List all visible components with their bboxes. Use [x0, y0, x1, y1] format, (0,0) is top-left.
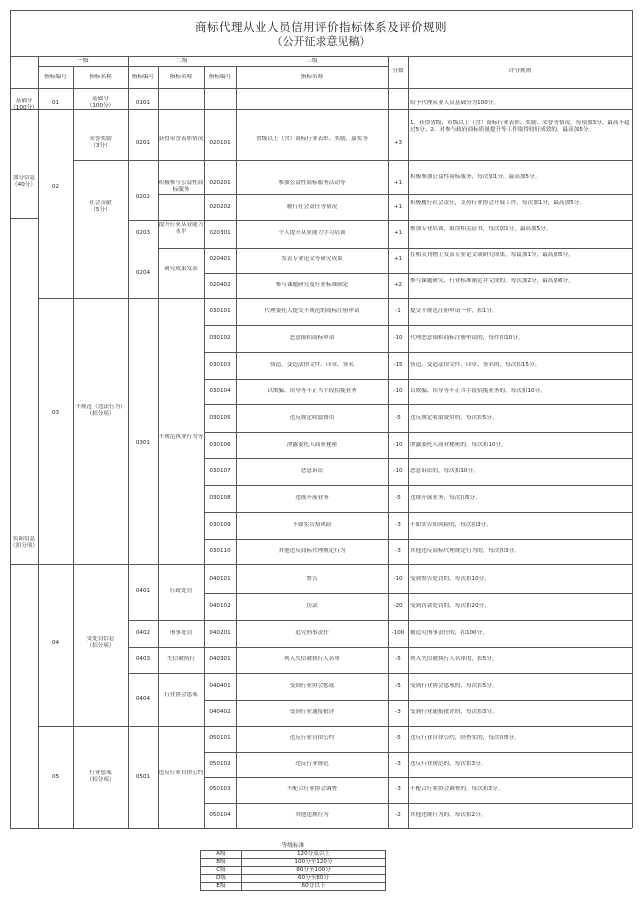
score-030108: -5 — [395, 495, 401, 501]
row-line-social — [128, 220, 632, 221]
rule-020201: 积极参加公益性商标服务，每次加1分，最高加5分。 — [410, 174, 541, 180]
name2-0201: 获得荣誉表彰情况 — [158, 136, 204, 142]
name3-030102: 恶意囤积商标申请 — [289, 335, 335, 341]
rule-020301: 参加专业培训，取得相关证书，每次加1分，最高加5分。 — [410, 226, 552, 232]
code3-040201: 040201 — [209, 630, 231, 636]
row-line-sec03-end — [10, 564, 632, 565]
name3-040401: 受到行业协会惩戒 — [289, 683, 335, 689]
title-bottom-border — [10, 56, 632, 57]
row-line-030106 — [204, 458, 632, 459]
col-line-group — [38, 56, 39, 828]
rule-040201: 被追究刑事责任的，扣100分。 — [410, 630, 488, 636]
code2-0202: 0202 — [135, 194, 151, 200]
rule-030101: 提交不规范注册申请一件，扣1分。 — [410, 308, 498, 314]
document-title: 商标代理从业人员信用评价指标体系及评价规则 — [195, 20, 447, 34]
code3-030105: 030105 — [209, 415, 231, 421]
score-030105: -5 — [395, 415, 401, 421]
row-line-sec02-end — [38, 298, 632, 299]
name3-020101: 省级以上（含）商标行业表彰、奖励、嘉奖等 — [256, 136, 368, 142]
score-050102: -3 — [395, 761, 401, 767]
header-level2: 二级 — [176, 58, 188, 64]
row-line-030105 — [204, 432, 632, 433]
score-040402: -3 — [395, 709, 401, 715]
header-l3-name: 指标名称 — [300, 74, 324, 80]
name3-050102: 违反行业规范 — [295, 761, 329, 767]
row-line-040401 — [204, 700, 632, 701]
code3-030103: 030103 — [209, 362, 231, 368]
code1-05: 05 — [51, 774, 60, 780]
rule-030102: 代理恶意囤积商标注册申请的，每件扣10分。 — [410, 335, 524, 341]
code3-040301: 040301 — [209, 656, 231, 662]
header-l1-code: 指标编号 — [44, 74, 67, 80]
name2-0401: 行政处罚 — [169, 588, 193, 594]
name1-05: 行业惩戒 （扣分项） — [86, 770, 115, 784]
code3-020202: 020202 — [209, 204, 231, 210]
group-negative: 负面信息 （扣分项） — [10, 536, 38, 550]
code2-0203: 0203 — [135, 230, 151, 236]
name2-0204: 研究成果发表 — [164, 266, 198, 272]
rule-030110: 其他违反商标代理规定行为的，每次扣3分。 — [410, 548, 520, 554]
code3-040102: 040102 — [209, 603, 231, 609]
score-050104: -2 — [395, 812, 401, 818]
code2-0401: 0401 — [135, 588, 151, 594]
header-bottom-border — [10, 88, 632, 89]
code3-030109: 030109 — [209, 522, 231, 528]
row-line-030102 — [204, 352, 632, 353]
name3-040101: 警告 — [306, 576, 318, 582]
name2-0402: 刑事处罚 — [169, 630, 193, 636]
code3-040101: 040101 — [209, 576, 231, 582]
rule-040301: 列入失信被执行人名单的，扣5分。 — [410, 656, 498, 662]
row-line-030104 — [204, 404, 632, 405]
code2-0403: 0403 — [135, 656, 151, 662]
code3-030107: 030107 — [209, 468, 231, 474]
rule-050104: 其他违规行为的，每次扣2分。 — [410, 812, 487, 818]
rule-050102: 违反行业规范的，每次扣3分。 — [410, 761, 487, 767]
row-line-crime — [128, 647, 632, 648]
code2-0402: 0402 — [135, 630, 151, 636]
name3-040102: 罚款 — [306, 603, 318, 609]
code3-050101: 050101 — [209, 735, 231, 741]
name3-030108: 违规开展业务 — [295, 495, 329, 501]
score-020101: +3 — [393, 140, 403, 146]
name3-030109: 不如实告知风险 — [292, 522, 332, 528]
rule-030108: 违规开展业务，每次扣5分。 — [410, 495, 481, 501]
col-line-l3code — [236, 66, 237, 828]
rule-030105: 违反规定收取费用的，每次扣5分。 — [410, 415, 498, 421]
score-030106: -10 — [393, 442, 403, 448]
row-line-honor — [73, 160, 632, 161]
document-subtitle: （公开征求意见稿） — [271, 35, 371, 48]
name2-0404: 行业协会惩戒 — [164, 692, 198, 698]
code3-020201: 020201 — [209, 180, 231, 186]
row-line-020301 — [158, 248, 632, 249]
score-040102: -20 — [393, 603, 403, 609]
name3-050101: 违反行业自律公约 — [289, 735, 335, 741]
row-line-030103 — [204, 379, 632, 380]
name2-0501: 违反行业自律公约 — [158, 770, 204, 776]
code3-040402: 040402 — [209, 709, 231, 715]
name1-social: 社会贡献 （5分） — [89, 200, 112, 214]
code3-050103: 050103 — [209, 786, 231, 792]
name3-020202: 履行社会责任等情况 — [286, 204, 338, 210]
score-020401: +1 — [393, 256, 403, 262]
name1-01: 基础分 （100分） — [86, 96, 115, 110]
row-line-sec04-end — [38, 726, 632, 727]
row-line-020401 — [204, 273, 632, 274]
code1-02: 02 — [51, 184, 60, 190]
table-top-border — [10, 10, 632, 11]
score-030107: -10 — [393, 468, 403, 474]
rule-040402: 受到行业通报批评的，每次扣3分。 — [410, 709, 498, 715]
code1-01: 01 — [51, 100, 60, 106]
score-030101: -1 — [395, 308, 401, 314]
code3-050104: 050104 — [209, 812, 231, 818]
code2-0404: 0404 — [135, 696, 151, 702]
row-line-030108 — [204, 512, 632, 513]
name3-020301: 个人提升从业能力学习培训 — [278, 230, 346, 236]
name3-040201: 追究刑事责任 — [295, 630, 329, 636]
legend-range: 60分至80分 — [242, 875, 386, 883]
legend-grade: E级 — [201, 883, 242, 891]
rule-040102: 受到罚款处罚的，每次扣20分。 — [410, 603, 490, 609]
score-030104: -10 — [393, 388, 403, 394]
score-040401: -5 — [395, 683, 401, 689]
header-level1: 一级 — [77, 58, 89, 64]
row-line-050101 — [204, 752, 632, 753]
score-040101: -10 — [393, 576, 403, 582]
row-line-050103 — [204, 803, 632, 804]
score-050103: -3 — [395, 786, 401, 792]
table-left-border — [10, 10, 11, 828]
code3-030108: 030108 — [209, 495, 231, 501]
legend-row — [201, 883, 386, 891]
name3-050103: 不配合行业协会调查 — [286, 786, 338, 792]
header-split-line — [38, 66, 388, 67]
header-level3: 三级 — [306, 58, 318, 64]
legend-range: 100分至120分 — [242, 859, 386, 867]
row-line-030101 — [204, 325, 632, 326]
legend-range: 60分以下 — [242, 883, 386, 891]
rule-020402: 参与课题研究、行业标准制定并完成的，每次加2分，最高加6分。 — [410, 278, 574, 284]
rule-050103: 不配合行业协会调查的，每次扣3分。 — [410, 786, 504, 792]
name2-0202: 积极参与公益性商标服务 — [158, 180, 204, 194]
code3-030106: 030106 — [209, 442, 231, 448]
name3-020201: 参加公益性商标服务活动等 — [278, 180, 346, 186]
code3-020402: 020402 — [209, 282, 231, 288]
header-l3-code: 指标编号 — [208, 74, 232, 80]
row-line-group-positive — [10, 218, 38, 219]
score-030102: -10 — [393, 335, 403, 341]
group-basic: 基础分 （100分） — [10, 98, 38, 112]
name3-030104: 以欺骗、误导等不正当手段招揽业务 — [267, 388, 357, 394]
code2-0501: 0501 — [135, 774, 151, 780]
score-040201: -100 — [391, 630, 405, 636]
group-positive: 加分信息 （40分） — [12, 175, 36, 189]
rule-030109: 不如实告知风险的，每次扣3分。 — [410, 522, 492, 528]
code2-0101: 0101 — [135, 100, 151, 106]
header-l2-code: 指标编号 — [131, 74, 155, 80]
score-030110: -3 — [395, 548, 401, 554]
legend-row — [201, 851, 386, 859]
name1-03: 不规范（违法行为） （扣分项） — [75, 404, 126, 418]
name1-honor: 荣誉奖励 （3分） — [89, 136, 112, 150]
code3-050102: 050102 — [209, 761, 231, 767]
score-040301: -5 — [395, 656, 401, 662]
legend-row — [201, 859, 386, 867]
legend-grade: B级 — [201, 859, 242, 867]
legend-table — [200, 850, 386, 891]
name3-030101: 代理委托人提交不规范的商标注册申请 — [264, 308, 360, 314]
name3-020401: 发表专业论文等研究成果 — [281, 256, 343, 262]
rule-030104: 以欺骗、误导等不正当手段招揽业务的，每次扣10分。 — [410, 388, 546, 394]
code1-03: 03 — [51, 410, 60, 416]
row-line-020201 — [158, 194, 632, 195]
name3-030103: 伪造、变造法律文件、印章、签名 — [270, 362, 354, 368]
name2-0403: 失信被执行 — [167, 656, 195, 662]
name3-020402: 参与课题研究及行业标准制定 — [275, 282, 349, 288]
row-line-050102 — [204, 777, 632, 778]
code3-030104: 030104 — [209, 388, 231, 394]
score-030109: -3 — [395, 522, 401, 528]
rule-030107: 恶意诉讼的，每次扣10分。 — [410, 468, 479, 474]
score-030103: -15 — [393, 362, 403, 368]
legend-row — [201, 867, 386, 875]
col-line-score — [408, 56, 409, 828]
header-l2-name: 指标名称 — [169, 74, 193, 80]
row-line-040101 — [204, 593, 632, 594]
legend-range: 120分及以上 — [242, 851, 386, 859]
code1-04: 04 — [51, 640, 60, 646]
row-line-pen — [128, 620, 632, 621]
name2-0301: 不规范执业行为等 — [158, 434, 204, 440]
score-020201: +1 — [393, 180, 403, 186]
name3-050104: 其他违规行为 — [295, 812, 329, 818]
legend-grade: C级 — [201, 867, 242, 875]
rule-040101: 受到警告处罚的，每次扣10分。 — [410, 576, 490, 582]
name3-040402: 受到行业通报批评 — [289, 709, 335, 715]
code3-030102: 030102 — [209, 335, 231, 341]
score-050101: -5 — [395, 735, 401, 741]
row-line-exec — [128, 673, 632, 674]
header-l1-name: 指标名称 — [89, 74, 112, 80]
name1-04: 受处罚信息 （扣分项） — [86, 636, 115, 650]
code3-020101: 020101 — [209, 140, 231, 146]
legend-range: 80分至100分 — [242, 867, 386, 875]
table-bottom-border — [10, 828, 632, 829]
score-020402: +2 — [393, 282, 403, 288]
name2-0203: 提升行业从业能力水平 — [158, 222, 204, 236]
code2-0204: 0204 — [135, 270, 151, 276]
score-020301: +1 — [393, 230, 403, 236]
name3-030106: 泄露委托人商业秘密 — [286, 442, 338, 448]
rule-040401: 受到行业协会惩戒的，每次扣5分。 — [410, 683, 498, 689]
rule-020401: 在相关刊物上发表专业论文或研究成果，每篇加1分，最高加5分。 — [410, 252, 574, 258]
legend-row — [201, 875, 386, 883]
name3-030110: 其他违反商标代理规定行为 — [278, 548, 346, 554]
name3-030105: 违反规定收取费用 — [289, 415, 335, 421]
rule-020101: 1．获得省级、市级以上（含）商标行业表彰、奖励、荣誉等情况，每项加3分，最高不超过5分；2．对参与政府商标质量提升等工作取得较好成效的，最高加5分。 — [410, 120, 630, 134]
rule-0101: 给予代理从业人员基础分为100分。 — [410, 100, 499, 106]
score-020202: +1 — [393, 204, 403, 210]
legend-title: 等级标准 — [281, 843, 305, 849]
rule-030103: 伪造、变造法律文件、印章、签名的，每次扣15分。 — [410, 362, 541, 368]
name3-030107: 恶意诉讼 — [300, 468, 324, 474]
code3-040401: 040401 — [209, 683, 231, 689]
col-line-l1code — [73, 66, 74, 828]
row-line-030107 — [204, 485, 632, 486]
table-right-border — [632, 10, 633, 828]
code2-0201: 0201 — [135, 140, 151, 146]
code3-030110: 030110 — [209, 548, 231, 554]
code3-030101: 030101 — [209, 308, 231, 314]
legend-grade: A级 — [201, 851, 242, 859]
rule-020202: 积极履行社会责任，支持行业协会开展工作，每次加1分，最高加5分。 — [410, 200, 585, 206]
name3-040301: 列入失信被执行人名单 — [284, 656, 340, 662]
row-line-030109 — [204, 539, 632, 540]
header-score: 分数 — [392, 68, 404, 74]
rule-050101: 违反行业自律公约，经查实的，每次扣5分。 — [410, 735, 520, 741]
code2-0301: 0301 — [135, 440, 151, 446]
grade-legend — [200, 842, 386, 891]
code3-020401: 020401 — [209, 256, 231, 262]
legend-grade: D级 — [201, 875, 242, 883]
rule-030106: 泄露委托人商业秘密的，每次扣10分。 — [410, 442, 507, 448]
header-rules: 评分规则 — [508, 68, 532, 74]
code3-020301: 020301 — [209, 230, 231, 236]
